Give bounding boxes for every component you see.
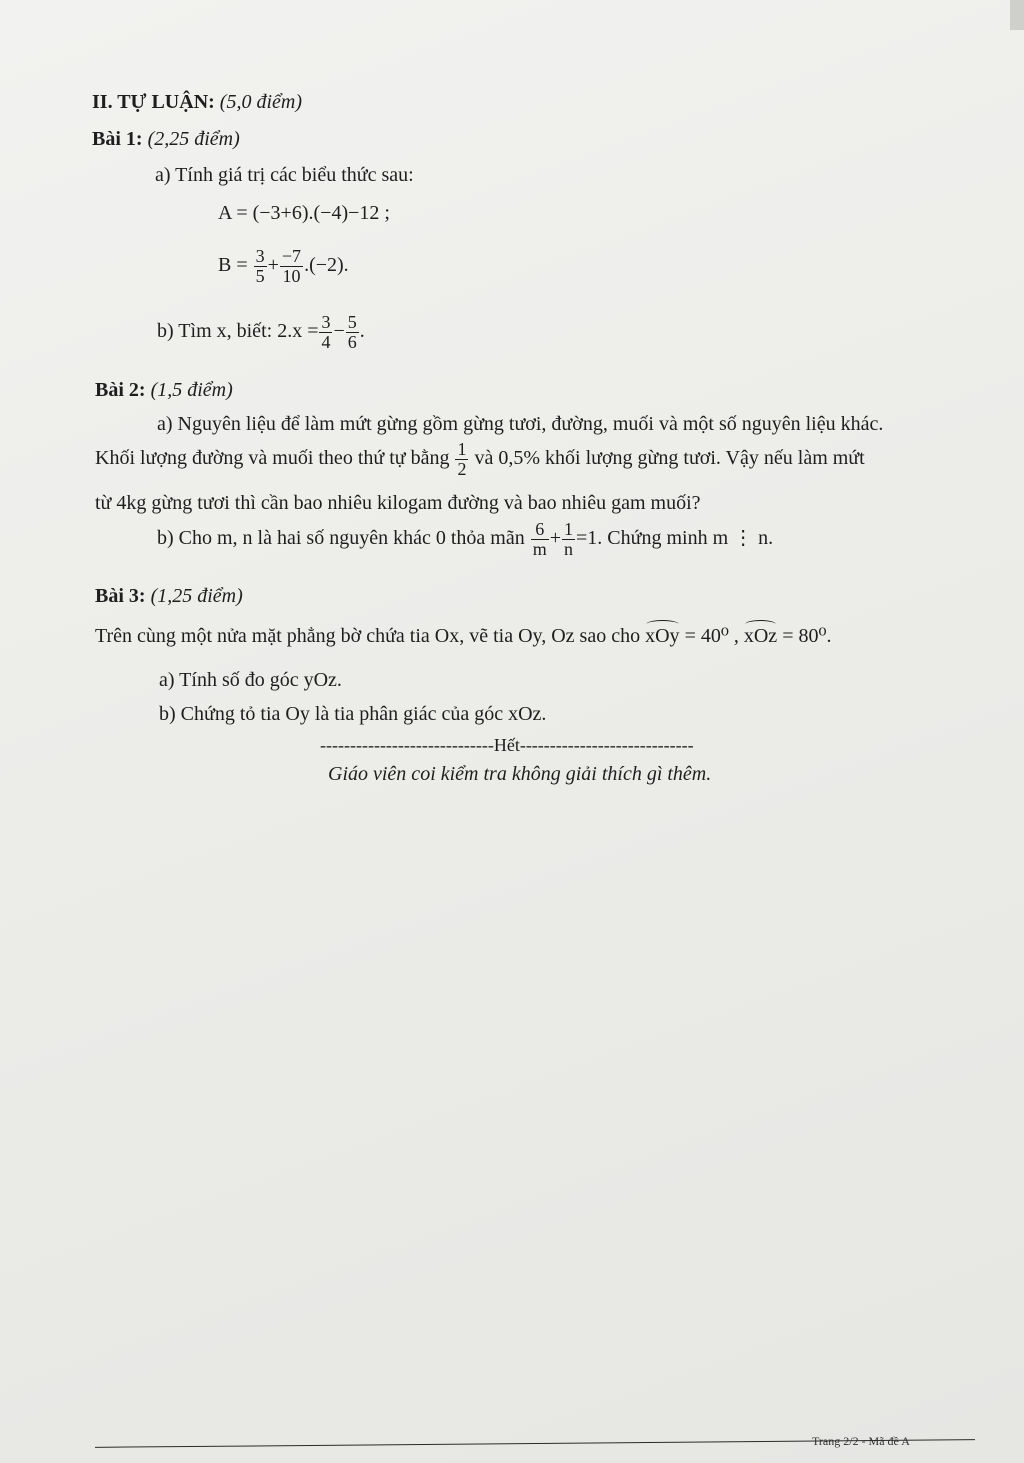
section-title: II. TỰ LUẬN: (5,0 điểm) bbox=[92, 91, 302, 113]
fraction: $\frac{3}{5}$ bbox=[255, 246, 265, 286]
bai2-heading: Bài 2: (1,5 điểm) bbox=[95, 379, 233, 401]
angle-xoz: xOz bbox=[743, 625, 778, 647]
bai2-a-line3: từ 4kg gừng tươi thì cần bao nhiêu kilogam đường và bao nhiêu gam muối? bbox=[95, 492, 701, 514]
fraction: $\frac{5}{6}$ bbox=[347, 312, 357, 352]
bai2-b: b) Cho m, n là hai số nguyên khác 0 thỏa mãn $\frac{6}{m}$ + $\frac{1}{n}$ =1. Chứng minh m ⋮ n. bbox=[157, 519, 774, 559]
fraction: $\frac{1}{n}$ bbox=[564, 519, 574, 559]
bai3-heading: Bài 3: (1,25 điểm) bbox=[95, 585, 243, 607]
end-note: Giáo viên coi kiểm tra không giải thích gì thêm. bbox=[328, 763, 712, 785]
page-edge-shadow bbox=[1010, 0, 1024, 30]
bai3-b-text: b) Chứng tỏ tia Oy là tia phân giác của góc xOz. bbox=[159, 703, 547, 725]
fraction: $\frac{-7}{10}$ bbox=[281, 246, 302, 286]
bai1-expr-a: A = (−3+6).(−4)−12 ; bbox=[218, 202, 390, 224]
fraction: $\frac{1}{2}$ bbox=[457, 439, 467, 479]
bai1-expr-b: B = $\frac{3}{5}$ + $\frac{-7}{10}$ .(−2). bbox=[218, 246, 349, 286]
bai1-b: b) Tìm x, biết: 2.x = $\frac{3}{4}$ − $\frac{5}{6}$ . bbox=[157, 312, 365, 352]
bai1-heading: Bài 1: (2,25 điểm) bbox=[92, 128, 240, 150]
end-divider: -----------------------------Hết----------------------------- bbox=[320, 735, 694, 755]
fraction: $\frac{6}{m}$ bbox=[532, 519, 547, 559]
bai2-a-line2: Khối lượng đường và muối theo thứ tự bằng $\frac{1}{2}$ và 0,5% khối lượng gừng tươi. Vậy nếu làm mứt bbox=[95, 439, 865, 479]
bai3-intro: Trên cùng một nửa mặt phẳng bờ chứa tia Ox, vẽ tia Oy, Oz sao cho xOy = 40⁰ , xOz = 80⁰. bbox=[95, 625, 832, 647]
bai2-a-line1: a) Nguyên liệu để làm mứt gừng gồm gừng tươi, đường, muối và một số nguyên liệu khác. bbox=[157, 413, 884, 435]
bai3-a-text: a) Tính số đo góc yOz. bbox=[159, 669, 342, 691]
footer-page-code: Trang 2/2 - Mã đề A bbox=[812, 1434, 910, 1448]
bai1-a-text: a) Tính giá trị các biểu thức sau: bbox=[155, 164, 414, 186]
fraction: $\frac{3}{4}$ bbox=[321, 312, 331, 352]
angle-xoy: xOy bbox=[645, 625, 680, 647]
